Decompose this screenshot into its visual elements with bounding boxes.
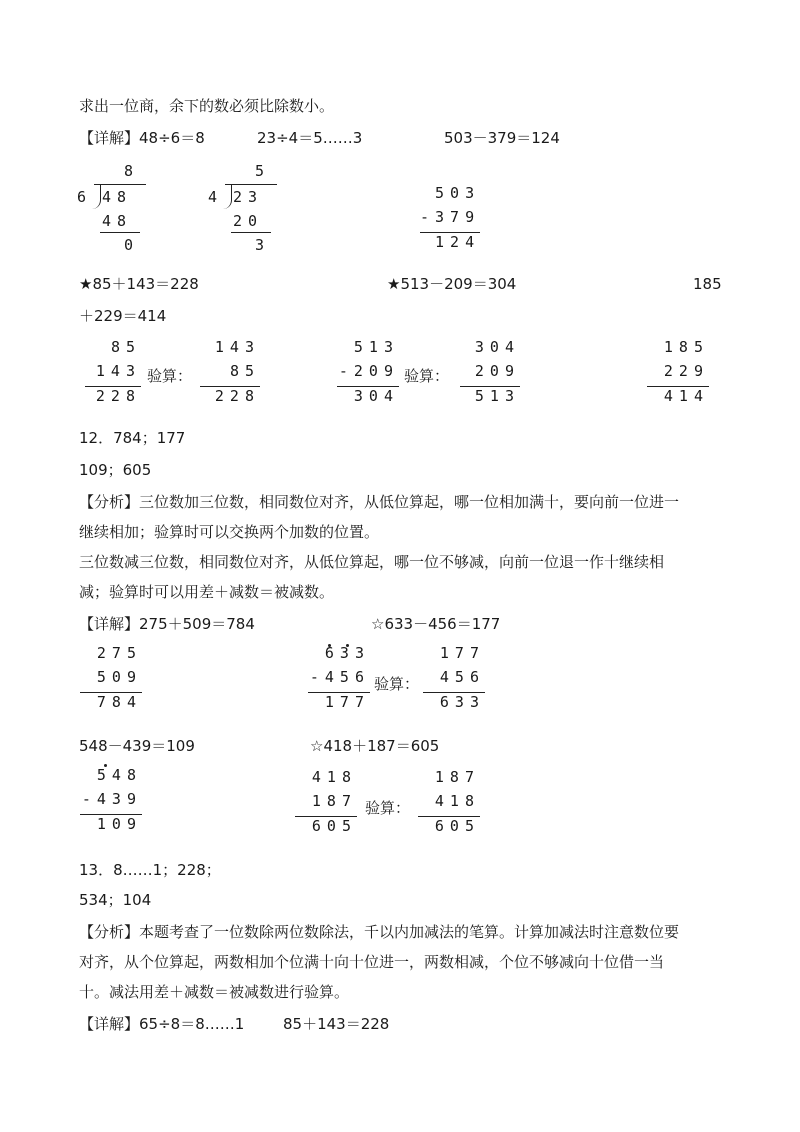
- vertical-add-275: [80, 644, 142, 716]
- long-division-23-4: [203, 162, 293, 262]
- quotient: 8: [124, 162, 140, 180]
- vertical-add-143: [200, 338, 260, 410]
- text-line: 【分析】三位数加三位数，相同数位对齐，从低位算起，哪一位相加满十，要向前一位进一: [79, 493, 680, 511]
- text-line: 验算：: [147, 367, 193, 385]
- calc-row: 228: [85, 386, 141, 410]
- text-line: ☆633－456＝177: [371, 615, 501, 633]
- text-line: 185: [693, 275, 722, 293]
- calc-row: -456: [309, 668, 370, 686]
- vertical-add-185: [647, 338, 709, 410]
- calc-row: 548: [96, 766, 142, 784]
- calc-row: 209: [474, 362, 520, 380]
- calc-row: 143: [95, 362, 141, 380]
- divisor: 4: [208, 188, 224, 206]
- remainder: 3: [255, 236, 271, 254]
- calc-row: 304: [337, 386, 399, 410]
- calc-row: 109: [80, 814, 142, 838]
- calc-row: 784: [80, 692, 142, 716]
- subtrahend: 20: [233, 212, 264, 230]
- vertical-add-418: [295, 768, 357, 840]
- vertical-sub-633: [308, 644, 370, 716]
- calc-row: 228: [200, 386, 260, 410]
- calc-row: 185: [663, 338, 709, 356]
- calc-row: 414: [647, 386, 709, 410]
- vertical-add-177: [423, 644, 485, 716]
- calc-row: 633: [423, 692, 485, 716]
- text-line: 验算：: [404, 367, 450, 385]
- text-line: 十。减法用差＋减数＝被减数进行验算。: [79, 983, 350, 1001]
- calc-row: 85: [229, 362, 260, 380]
- text-line: ☆418＋187＝605: [310, 737, 440, 755]
- calc-row: 633: [324, 644, 370, 662]
- text-line: 534；104: [79, 891, 152, 909]
- vertical-add-304: [460, 338, 520, 410]
- calc-row: 605: [295, 816, 357, 840]
- calc-row: -209: [338, 362, 399, 380]
- calc-row: 177: [439, 644, 485, 662]
- calc-row: 229: [663, 362, 709, 380]
- text-line: ＋229＝414: [79, 307, 167, 325]
- calc-row: 275: [96, 644, 142, 662]
- calc-row: 187: [434, 768, 480, 786]
- text-line: 109；605: [79, 461, 152, 479]
- calc-row: 513: [353, 338, 399, 356]
- calc-row: 509: [96, 668, 142, 686]
- dividend: 48: [102, 188, 133, 206]
- calc-row: -439: [81, 790, 142, 808]
- calc-row: 85: [110, 338, 141, 356]
- divisor: 6: [77, 188, 93, 206]
- text-line: 【详解】65÷8＝8……1: [79, 1015, 245, 1033]
- vertical-add-85: [85, 338, 141, 410]
- text-line: 三位数减三位数，相同数位对齐，从低位算起，哪一位不够减，向前一位退一作十继续相: [79, 553, 665, 571]
- text-line: 85＋143＝228: [283, 1015, 390, 1033]
- vertical-sub-513: [337, 338, 399, 410]
- long-division-48-6: [72, 162, 162, 262]
- text-line: 12．784；177: [79, 429, 186, 447]
- calc-row: 418: [311, 768, 357, 786]
- text-line: ★513－209＝304: [387, 275, 517, 293]
- calc-row: 124: [420, 232, 480, 256]
- text-line: 继续相加；验算时可以交换两个加数的位置。: [79, 523, 380, 541]
- text-line: 减；验算时可以用差＋减数＝被减数。: [79, 583, 335, 601]
- calc-row: -379: [420, 208, 481, 226]
- dividend: 23: [233, 188, 264, 206]
- vertical-sub-503: [420, 184, 480, 256]
- text-line: 23÷4＝5……3: [257, 129, 363, 147]
- text-line: ★85＋143＝228: [79, 275, 199, 293]
- calc-row: 605: [418, 816, 480, 840]
- text-line: 13．8……1；228；: [79, 861, 221, 879]
- calc-row: 143: [214, 338, 260, 356]
- text-line: 【分析】本题考查了一位数除两位数除法，千以内加减法的笔算。计算加减法时注意数位要: [79, 923, 680, 941]
- calc-row: 304: [474, 338, 520, 356]
- text-line: 548－439＝109: [79, 737, 195, 755]
- vertical-add-187: [418, 768, 480, 840]
- quotient: 5: [255, 162, 271, 180]
- subtrahend: 48: [102, 212, 133, 230]
- calc-row: 187: [311, 792, 357, 810]
- text-line: 验算：: [365, 799, 411, 817]
- calc-row: 177: [308, 692, 370, 716]
- text-line: 【详解】275＋509＝784: [79, 615, 255, 633]
- calc-row: 513: [460, 386, 520, 410]
- text-line: 对齐，从个位算起，两数相加个位满十向十位进一，两数相减，个位不够减向十位借一当: [79, 953, 665, 971]
- calc-row: 418: [434, 792, 480, 810]
- text-line: 验算：: [374, 675, 420, 693]
- calc-row: 456: [439, 668, 485, 686]
- vertical-sub-548: [80, 766, 142, 838]
- calc-row: 503: [435, 184, 481, 202]
- text-line: 【详解】48÷6＝8: [79, 129, 205, 147]
- text-line: 503－379＝124: [444, 129, 560, 147]
- remainder: 0: [124, 236, 140, 254]
- text-line: 求出一位商，余下的数必须比除数小。: [79, 97, 335, 115]
